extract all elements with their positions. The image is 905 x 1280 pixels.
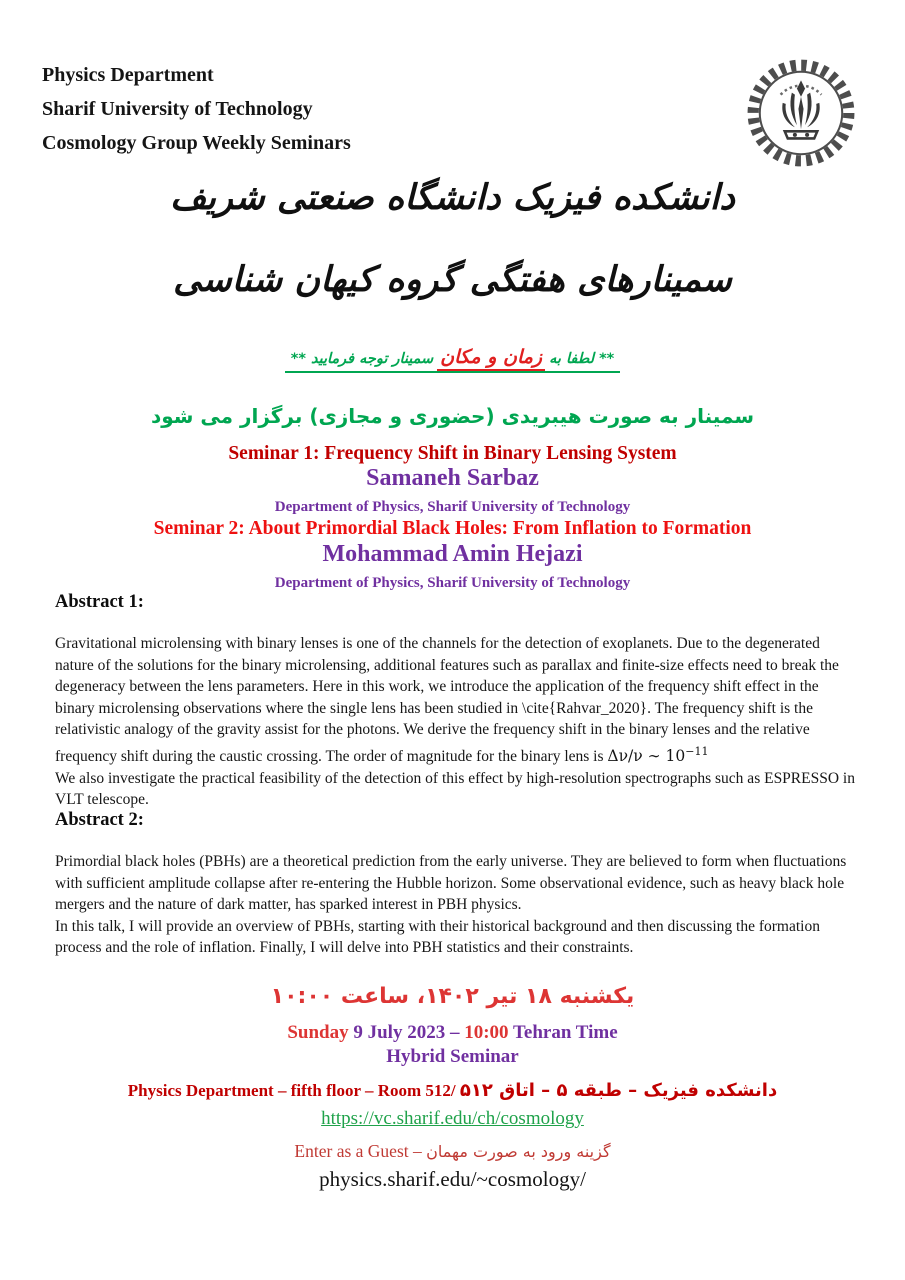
institution-line-department: Physics Department (42, 64, 214, 86)
attention-text-prefix: ** لطفا به (290, 351, 595, 367)
abstract1-body (55, 633, 855, 811)
abstract2-paragraph2: In this talk, I will provide an overview of PBHs, starting with their historical background and then discussing the formation process and the role of inflation. Finally, I will delve into PBH statistics and their constraints. (55, 917, 820, 957)
frequency-shift-formula: Δν/ν ∼ $10^{-11}$ (607, 744, 709, 766)
abstract1-paragraph1 (55, 633, 855, 768)
institution-line-university: Sharif University of Technology (42, 98, 313, 120)
attention-text-highlight: زمان و مکان (437, 346, 545, 371)
persian-title-weekly-seminars: سمینارهای هفتگی گروه کیهان شناسی (173, 260, 732, 300)
vc-link-row (0, 1108, 905, 1130)
attention-text-suffix: سمینار توجه فرمایید ** (310, 351, 615, 367)
seminar1-speaker: Samaneh Sarbaz (366, 465, 539, 491)
seminar-date-en (0, 1022, 905, 1044)
sharif-university-logo-icon (744, 56, 858, 170)
seminar2-affiliation: Department of Physics, Sharif University of Technology (274, 575, 631, 591)
abstract1-paragraph2: We also investigate the practical feasibility of the detection of this effect by high-resolution spectrographs such as ESPRESSO in VLT telescope. (55, 769, 855, 809)
seminar-location (0, 1080, 905, 1101)
abstract2-body (55, 851, 855, 959)
date-day: Sunday (287, 1022, 354, 1043)
seminar2-speaker: Mohammad Amin Hejazi (322, 541, 583, 567)
hybrid-announcement-fa: سمینار به صورت هیبریدی (حضوری و مجازی) برگزار می شود (150, 404, 755, 428)
seminar1-title: Seminar 1: Frequency Shift in Binary Lensing System (228, 443, 677, 464)
institution-line-seminars: Cosmology Group Weekly Seminars (42, 132, 351, 154)
date-timezone: Tehran Time (508, 1022, 618, 1043)
attention-note (0, 346, 905, 373)
guest-entry-fa: گزینه ورود به صورت مهمان (426, 1142, 611, 1161)
abstract1-text: Gravitational microlensing with binary lenses is one of the channels for the detection of exoplanets. Due to the degenerated nature of the solutions for the binary microlensing, additional features such as parallax and finite-size effects need to break the degeneracy between the lens parameters. Here in this work, we introduce the application of the frequency shift effect in the binary microlensing observations where the single lens has been studied in \cite{Rahvar_2020}. The frequency shift is the relativistic analogy of the gravity assist for the photons. We derive the frequency shift in the binary lenses and the relative frequency shift during the caustic crossing. The order of magnitude for the binary lens is (55, 635, 839, 766)
abstract2-heading: Abstract 2: (55, 810, 144, 830)
cosmology-website-url: physics.sharif.edu/~cosmology/ (319, 1167, 586, 1191)
seminar-date-fa: یکشنبه ۱۸ تیر ۱۴۰۲، ساعت ۱۰:۰۰ (270, 984, 635, 1009)
abstract2-paragraph1: Primordial black holes (PBHs) are a theoretical prediction from the early universe. They are believed to form when fluctuations with sufficient amplitude collapse after re-entering the Hubble horizon. Some observational evidence, such as heavy black hole mergers and the nature of dark matter, has sparked interest in PBH physics. (55, 853, 847, 914)
guest-entry-note (0, 1141, 905, 1162)
institution-block (42, 58, 351, 160)
location-en: Physics Department – fifth floor – Room 512/ (127, 1081, 460, 1100)
hybrid-seminar-label: Hybrid Seminar (386, 1046, 519, 1067)
persian-title-faculty: دانشکده فیزیک دانشگاه صنعتی شریف (170, 178, 735, 218)
date-full: 9 July 2023 – (353, 1022, 465, 1043)
location-fa: دانشکده فیزیک – طبقه ۵ – اتاق ۵۱۲ (459, 1080, 778, 1101)
virtual-classroom-link[interactable]: https://vc.sharif.edu/ch/cosmology (321, 1108, 584, 1129)
date-time: 10:00 (464, 1022, 509, 1043)
seminar2-title: Seminar 2: About Primordial Black Holes: From Inflation to Formation (153, 518, 752, 539)
seminar1-affiliation: Department of Physics, Sharif University of Technology (274, 499, 631, 515)
attention-underline-wrap (285, 346, 621, 373)
guest-entry-en: Enter as a Guest – (294, 1141, 427, 1161)
abstract1-heading: Abstract 1: (55, 592, 144, 612)
